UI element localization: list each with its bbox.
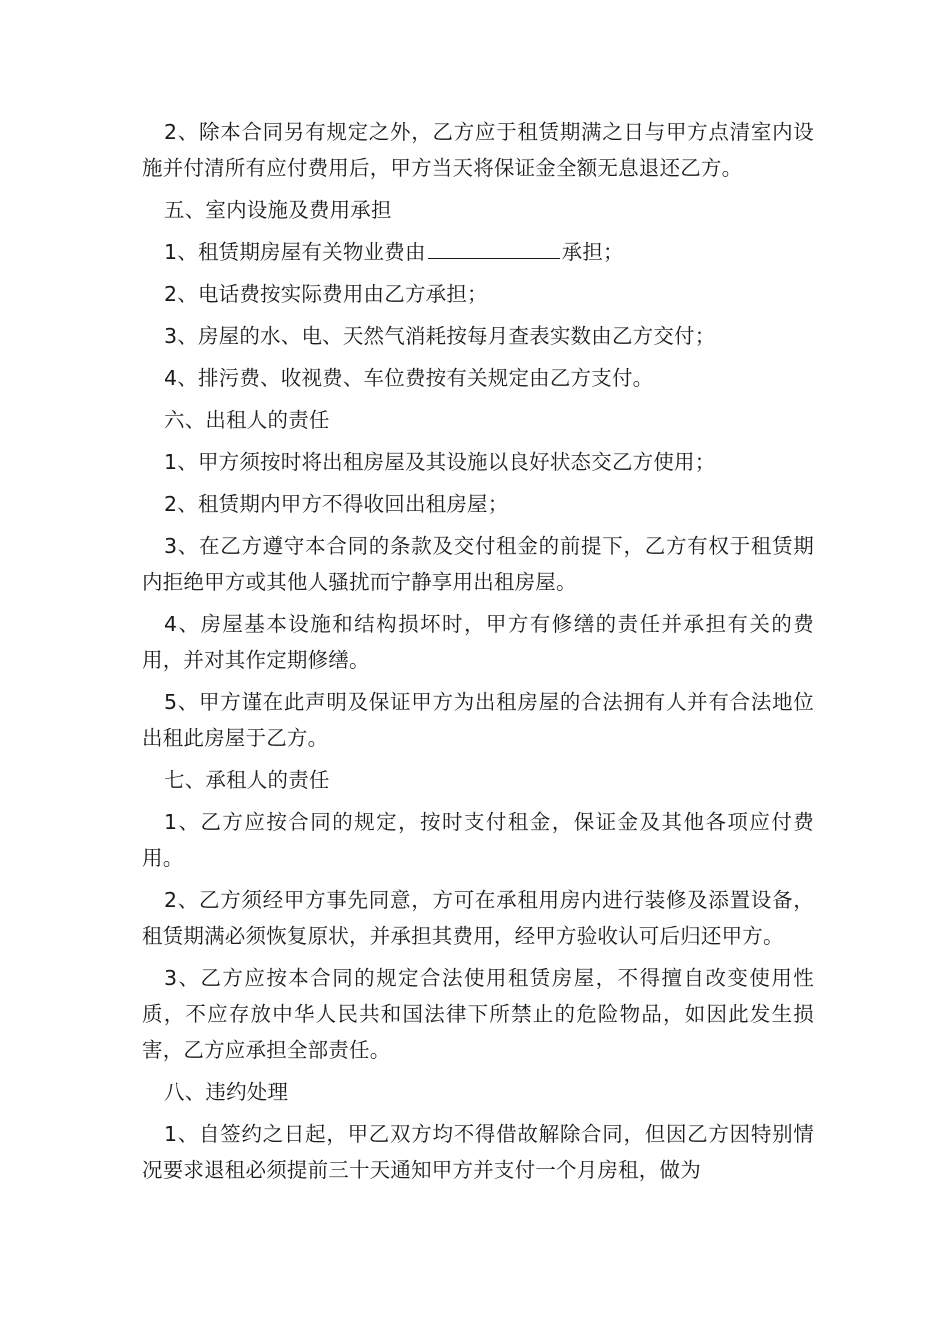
clause-4-item-2: 2、除本合同另有规定之外，乙方应于租赁期满之日与甲方点清室内设施并付清所有应付费用后，甲方当天将保证金全额无息退还乙方。 <box>142 120 814 180</box>
section-5-heading: 五、室内设施及费用承担 <box>164 198 392 222</box>
clause-5-item-2: 2、电话费按实际费用由乙方承担； <box>164 282 488 306</box>
clause-5-item-4: 4、排污费、收视费、车位费按有关规定由乙方支付。 <box>164 366 654 390</box>
clause-7-item-3: 3、乙方应按本合同的规定合法使用租赁房屋，不得擅自改变使用性质，不应存放中华人民共和国法律下所禁止的危险物品，如因此发生损害，乙方应承担全部责任。 <box>142 966 814 1062</box>
clause-7-item-1: 1、乙方应按合同的规定，按时支付租金，保证金及其他各项应付费用。 <box>142 810 814 870</box>
clause-6-item-5: 5、甲方谨在此声明及保证甲方为出租房屋的合法拥有人并有合法地位出租此房屋于乙方。 <box>142 690 814 750</box>
clause-5-item-1 <box>142 234 814 270</box>
section-7-heading: 七、承租人的责任 <box>164 768 330 792</box>
section-8-heading: 八、违约处理 <box>164 1080 289 1104</box>
fill-in-blank <box>428 236 560 259</box>
section-6-heading: 六、出租人的责任 <box>164 408 330 432</box>
clause-5-item-1-text: 1、租赁期房屋有关物业费由 <box>164 240 426 264</box>
clause-5-item-1-suffix: 承担； <box>561 240 624 264</box>
document-body <box>142 114 814 1194</box>
clause-6-item-1: 1、甲方须按时将出租房屋及其设施以良好状态交乙方使用； <box>164 450 716 474</box>
clause-5-item-3: 3、房屋的水、电、天然气消耗按每月查表实数由乙方交付； <box>164 324 716 348</box>
clause-8-item-1: 1、自签约之日起，甲乙双方均不得借故解除合同，但因乙方因特别情况要求退租必须提前三十天通知甲方并支付一个月房租，做为 <box>142 1122 814 1182</box>
clause-6-item-2: 2、租赁期内甲方不得收回出租房屋； <box>164 492 509 516</box>
clause-6-item-3: 3、在乙方遵守本合同的条款及交付租金的前提下，乙方有权于租赁期内拒绝甲方或其他人骚扰而宁静享用出租房屋。 <box>142 534 814 594</box>
clause-6-item-4: 4、房屋基本设施和结构损坏时，甲方有修缮的责任并承担有关的费用，并对其作定期修缮。 <box>142 612 814 672</box>
clause-7-item-2: 2、乙方须经甲方事先同意，方可在承租用房内进行装修及添置设备，租赁期满必须恢复原状，并承担其费用，经甲方验收认可后归还甲方。 <box>142 888 814 948</box>
